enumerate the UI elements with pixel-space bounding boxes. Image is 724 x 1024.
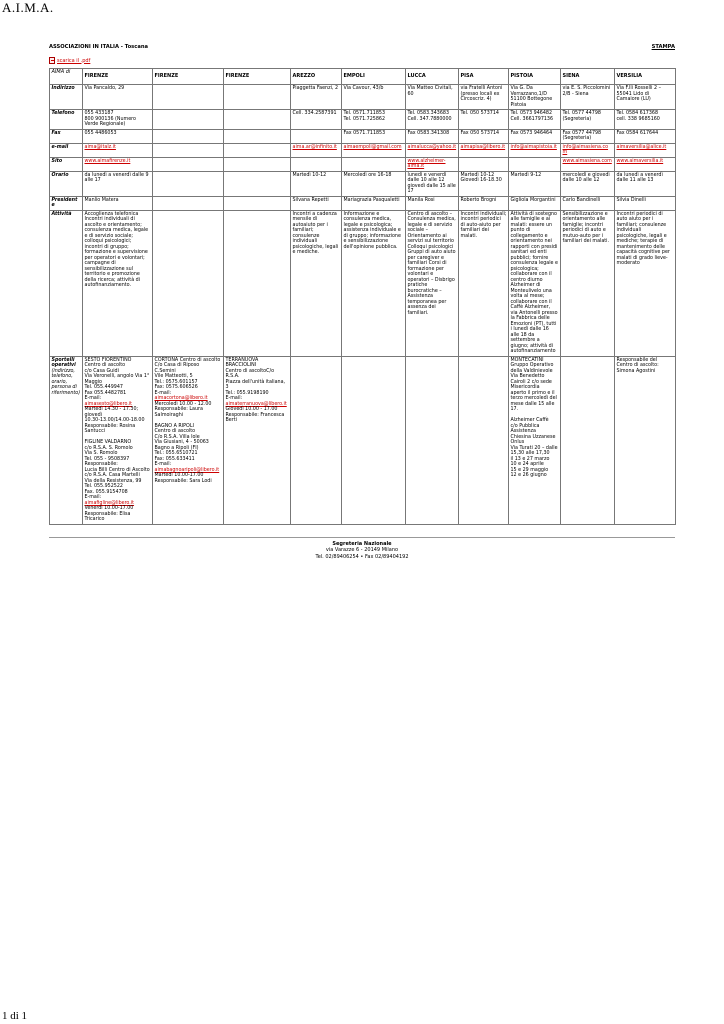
contact-link[interactable]: www.alzheimer-aima.it <box>407 158 446 169</box>
row-label: Indirizzo <box>50 85 83 110</box>
pdf-download-link[interactable]: scarica il .pdf <box>57 57 91 64</box>
cell-text: Venerdì 10.00-17.00 Responsabile: Elisa Tricarico <box>84 506 134 522</box>
document-title: A.I.M.A. <box>2 0 54 15</box>
corner-cell: AIMA di <box>50 69 83 85</box>
table-cell <box>509 157 561 171</box>
table-cell <box>615 129 676 143</box>
table-cell <box>83 210 153 356</box>
email-link[interactable]: aimacortona@libero.it <box>154 396 208 401</box>
table-cell <box>153 196 224 210</box>
table-row <box>50 129 676 143</box>
cell-text: Tel. 0583.343683 Cell. 347.7880000 <box>407 111 452 122</box>
table-cell <box>342 85 406 110</box>
table-cell <box>153 157 224 171</box>
table-cell <box>83 110 153 130</box>
contact-link[interactable]: aimapisa@libero.it <box>460 144 506 150</box>
cell-text: Tel. 0584 617368 cell. 338 9685160 <box>616 111 660 122</box>
cell-text: Fax 0584 617644 <box>616 130 659 136</box>
table-cell <box>459 110 509 130</box>
table-cell <box>406 129 459 143</box>
office-title: Segreteria Nazionale <box>332 540 392 547</box>
city-header: FIRENZE <box>224 69 291 85</box>
contact-link[interactable]: www.aimaversilia.it <box>616 158 664 164</box>
table-cell <box>224 157 291 171</box>
contact-link[interactable]: www.aimasiena.com <box>562 158 612 164</box>
email-link[interactable]: aimaterranuova@libero.it <box>225 401 287 407</box>
row-label <box>50 356 83 524</box>
table-cell <box>342 157 406 171</box>
table-cell <box>406 356 459 524</box>
cell-text: Silvana Repetti <box>292 197 329 203</box>
cell-text: Incontri individuali; incontri periodici di auto-aiuto per familiari dei malati. <box>460 211 507 239</box>
table-cell <box>342 110 406 130</box>
cell-text: Fax 0583.341308 <box>407 130 450 136</box>
cell-text: via Fratelli Antoni (presso locali ex Circoscriz. 4) <box>460 86 503 102</box>
cell-text: Martedì 14.30 - 17.30; giovedì 10.30-13.00/14.00-18.00 Responsabile: Rosina Santucci FIGLINE VALDARNO c/o R.S.A. S. Romolo Via S. Romolo Tel. 055 - 9508397 Responsabile: Lucia Billi Centro di Ascolto c/o R.S.A. Casa Martelli Via della Resistenza, 99 Tel. 055.952522 Fax. 055.9154708 E-mail: <box>84 407 150 500</box>
cell-text: Via Matteo Civitali, 60 <box>407 86 453 97</box>
city-header: FIRENZE <box>83 69 153 85</box>
print-link[interactable]: STAMPA <box>651 44 675 50</box>
table-cell <box>561 110 615 130</box>
cell-text: CORTONA Centro di ascolto C/o Casa di Riposo C.Semini Vile Matteotti, 5 Tel.: 0575.601157 Fax: 0575.606526 E-mail: <box>154 357 221 396</box>
table-cell <box>291 171 342 196</box>
table-cell <box>459 143 509 157</box>
city-header: PISA <box>459 69 509 85</box>
cell-text: Attività di sostegno alle famiglie e ai malati: essere un punto di collegamento e orientamento nei rapporti con presidi sanitari ed enti pubblici; fornire consulenza legale e psicologica; collaborare con il centro diurno Alzheimer di Monteulivelo una volta al mese; collaborare con il Caffè Alzheimer, via Antonelli presso la Fabbrica delle Emozioni (PT), tutti i lunedì dalle 16 alle 18 da settembre a giugno; attività di autofinanziamento <box>510 211 558 354</box>
contact-link[interactable]: aimaempoli@gmail.com <box>343 144 402 150</box>
cell-text: Tel. 0577 44798 (Segreteria) <box>562 111 601 122</box>
table-cell <box>459 210 509 356</box>
table-cell <box>459 157 509 171</box>
contact-link[interactable]: info@aimasiena.com <box>562 144 609 155</box>
table-cell <box>291 196 342 210</box>
table-cell <box>224 210 291 356</box>
cell-text: 055 4486053 <box>84 130 117 136</box>
table-cell <box>83 129 153 143</box>
city-header: PISTOIA <box>509 69 561 85</box>
table-cell <box>291 85 342 110</box>
contact-link[interactable]: aimalucca@yahoo.it <box>407 144 457 150</box>
table-cell <box>224 129 291 143</box>
row-label: Fax <box>50 129 83 143</box>
pdf-download[interactable] <box>49 57 675 64</box>
row-label: Sito <box>50 157 83 171</box>
table-cell <box>153 143 224 157</box>
city-header: AREZZO <box>291 69 342 85</box>
email-link[interactable]: aimabagnoaripoli@libero.it <box>154 467 220 473</box>
sportelli-sublabel: (indirizzo, telefono, orario, persona di riferimento) <box>51 368 81 396</box>
table-cell <box>459 196 509 210</box>
table-cell <box>615 210 676 356</box>
table-cell <box>509 356 561 524</box>
table-row <box>50 85 676 110</box>
cell-text: Tel. 0573 946482 Cell. 3661797136 <box>510 111 554 122</box>
table-cell <box>291 110 342 130</box>
city-header: VERSILIA <box>615 69 676 85</box>
cell-text: Via Pancaldo, 29 <box>84 86 125 91</box>
table-cell <box>509 196 561 210</box>
cell-text: Accoglienza telefonica Incontri individuali di ascolto e orientamento; consulenza medica, legale e di servizio sociale; colloqui psicologici; incontri di gruppo; formazione e supervisione per operatori e volontari; campagne di sensibilizzazione sul territorio e promozione della ricerca; attività di autofinanziamento. <box>84 211 149 288</box>
table-cell <box>342 171 406 196</box>
row-label: Telefono <box>50 110 83 130</box>
cell-text: TERRANUOVA BRACCIOLINI Centro di ascoltoC/o R.S.A. Piazza dell'unità italiana, 3 Tel.: 055.9198190 E-mail: <box>225 357 286 401</box>
table-cell <box>615 171 676 196</box>
table-cell <box>153 85 224 110</box>
table-cell <box>615 110 676 130</box>
national-office <box>49 537 675 561</box>
table-cell <box>83 157 153 171</box>
row-label: Presidente <box>50 196 83 210</box>
table-cell <box>615 157 676 171</box>
table-cell <box>615 143 676 157</box>
cell-text: Tel. 0571.711853 Tel. 0571.725862 <box>343 111 385 122</box>
cell-text: Roberto Brogni <box>460 197 497 203</box>
table-cell <box>153 110 224 130</box>
table-cell <box>459 129 509 143</box>
cell-text: Gigliola Morgantini <box>510 197 556 203</box>
table-cell <box>509 171 561 196</box>
cell-text: Silvia Dinelli <box>616 197 646 203</box>
cell-text: da lunedì a venerdì dalle 9 alle 17 <box>84 172 149 183</box>
cell-text: Manila Rosi <box>407 197 435 203</box>
cell-text: Martedì 10.00-17.00 Responsabile: Sara Lodi <box>154 473 212 484</box>
table-row <box>50 210 676 356</box>
table-cell <box>224 196 291 210</box>
sportelli-label: Sportelli operativi <box>51 357 76 368</box>
table-cell <box>509 110 561 130</box>
cell-text: Sensibilizzazione e orientamento alle famiglie; incontri periodici di auto e mutuo-auto per i familiari dei malati. <box>562 211 610 244</box>
table-cell <box>509 143 561 157</box>
cell-text: Martedì 10-12 <box>292 172 327 178</box>
table-cell <box>83 171 153 196</box>
contact-link[interactable]: www.aimafirenze.it <box>84 158 131 164</box>
table-cell <box>509 85 561 110</box>
table-cell <box>224 143 291 157</box>
table-cell <box>561 196 615 210</box>
cell-text: Piaggetta Faenzi, 2 <box>292 86 339 91</box>
cell-text: MONTECATINI Gruppo Operativo della Valdinievole Via Benedetto Cairoli 2 c/o sede Misericordia aperto il primo e il terzo mercoledì del mese dalle 15 alle 17. Alzheimer Caffè c/o Pubblica Assistenza Chiesina Uzzanese Onlus Via Turati 20 – dalle 15,30 alle 17,30 il 13 e 27 marzo 10 e 24 aprile 15 e 29 maggio 12 e 26 giugno <box>510 357 558 478</box>
cell-text: Fax 0571.711853 <box>343 130 386 136</box>
cell-text: Informazione e consulenza medica, legale e psicologica; assistenza individuale e di gruppo; informazione e sensibilizzazione dell'opinione pubblica. <box>343 211 401 250</box>
table-cell <box>291 210 342 356</box>
table-row <box>50 171 676 196</box>
contact-link[interactable]: aima.ar@infinito.it <box>292 144 337 150</box>
table-row-sportelli <box>50 356 676 524</box>
cell-text: da lunedì a venerdì dalle 11 alle 13 <box>616 172 663 183</box>
table-cell <box>83 85 153 110</box>
table-cell <box>509 129 561 143</box>
table-cell <box>561 129 615 143</box>
table-cell <box>561 157 615 171</box>
city-header: FIRENZE <box>153 69 224 85</box>
table-cell <box>224 110 291 130</box>
table-cell <box>509 210 561 356</box>
associations-table <box>49 68 676 525</box>
table-cell <box>291 129 342 143</box>
contact-link[interactable]: aima@italz.it <box>84 144 116 150</box>
office-address: via Varazze 6 - 20149 Milano <box>325 547 399 553</box>
table-cell <box>342 196 406 210</box>
table-cell <box>459 171 509 196</box>
table-cell <box>615 85 676 110</box>
table-cell <box>406 85 459 110</box>
row-label: Attività <box>50 210 83 356</box>
table-cell <box>561 85 615 110</box>
cell-text: Carlo Bandinelli <box>562 197 601 203</box>
cell-text: Via Cavour, 43/b <box>343 86 384 91</box>
contact-link[interactable]: aimaversilia@alice.it <box>616 144 667 150</box>
table-row <box>50 157 676 171</box>
pdf-file-icon <box>49 57 55 64</box>
contact-link[interactable]: info@aimapistoia.it <box>510 144 557 150</box>
cell-text: Incontri a cadenza mensile di autoaiuto per i familiari; consulenze individuali psicologiche, legali e mediche. <box>292 211 339 255</box>
table-cell <box>561 356 615 524</box>
city-header: EMPOLI <box>342 69 406 85</box>
table-cell <box>342 143 406 157</box>
table-cell <box>459 356 509 524</box>
city-header: LUCCA <box>406 69 459 85</box>
table-cell <box>83 196 153 210</box>
cell-text: lunedì e venerdì dalle 10 alle 12 giovedì dalle 15 alle 17 <box>407 172 456 194</box>
cell-text: via E. S. Piccolomini 2/B - Siena <box>562 86 611 97</box>
table-cell <box>342 356 406 524</box>
cell-text: Incontri periodici di auto aiuto per i familiari; consulenze individuali psicologiche, legali e mediche; terapie di mantenimento delle capacità cognitive per malati di grado lieve-moderato <box>616 211 670 266</box>
content-area <box>49 44 675 560</box>
cell-text: Centro di ascolto – Consulenza medica, legale e di servizio sociale – Orientamento ai servizi sul territorio Colloqui psicologici Gruppi di auto aiuto per caregiver e familiari Corsi di formazione per volontari e operatori – Disbrigo pratiche burocratiche – Assistenza temporanea per assenza dei familiari. <box>407 211 456 316</box>
table-cell <box>224 85 291 110</box>
table-cell <box>291 157 342 171</box>
table-cell <box>615 356 676 524</box>
table-cell <box>153 356 224 524</box>
table-cell <box>342 129 406 143</box>
row-label: e-mail <box>50 143 83 157</box>
cell-text: 055 433187 800 900136 (Numero Verde Regionale) <box>84 111 136 127</box>
row-label: Orario <box>50 171 83 196</box>
table-cell <box>153 210 224 356</box>
cell-text: Mariagrazia Pasqualetti <box>343 197 400 203</box>
table-header-row <box>50 69 676 85</box>
table-cell <box>153 129 224 143</box>
table-cell <box>406 196 459 210</box>
table-cell <box>153 171 224 196</box>
cell-text: Fax 0573 946464 <box>510 130 553 136</box>
cell-text: Giovedì 10.00 - 17.00 Responsabile: Francesca Berti <box>225 407 285 423</box>
cell-text: mercoledì e giovedì dalle 10 alle 12 <box>562 172 610 183</box>
table-cell <box>615 196 676 210</box>
cell-text: Fax 050 573714 <box>460 130 500 136</box>
table-cell <box>83 143 153 157</box>
table-cell <box>224 171 291 196</box>
table-cell <box>406 157 459 171</box>
cell-text: Mercoledì ore 16-18 <box>343 172 392 178</box>
top-bar <box>49 44 675 50</box>
table-row <box>50 196 676 210</box>
table-cell <box>406 143 459 157</box>
cell-text: Responsabile del Centro di ascolto: Simona Agostini <box>616 357 659 374</box>
table-cell <box>459 85 509 110</box>
cell-text: Martedì 10-12 Giovedì 16-18.30 <box>460 172 502 183</box>
page-number: 1 di 1 <box>2 1010 28 1022</box>
table-cell <box>291 143 342 157</box>
table-cell <box>224 356 291 524</box>
table-row <box>50 110 676 130</box>
table-row <box>50 143 676 157</box>
cell-text: Fax 0577 44798 (Segreteria) <box>562 130 602 141</box>
email-link[interactable]: aimafigline@libero.it <box>84 500 135 506</box>
cell-text: Mercoledì 10.00 - 12.00 Responsabile: Laura Salmoiraghi BAGNO A RIPOLI Centro di ascolto C/o R.S.A. Villa Iole Via Giusiani, 4 - 50063 Bagno a Ripoli (FI) Tel.: 055.6510721 Fax: 055.633411 E-mail: <box>154 401 212 467</box>
table-cell <box>83 356 153 524</box>
cell-text: SESTO FIORENTINO Centro di ascolto c/o Casa Guidi Via Veronelli, angolo Via 1° Maggio Tel. 055.449947 Fax 055.4482781 E-mail: <box>84 357 150 401</box>
cell-text: Manlio Matera <box>84 197 119 203</box>
table-cell <box>291 356 342 524</box>
cell-text: Cell. 334.2587391 <box>292 111 337 116</box>
cell-text: Tel. 050 573714 <box>460 111 499 116</box>
email-link[interactable]: aimasesto@libero.it <box>84 401 133 407</box>
cell-text: Via G. Da Verrazzano,1/D 51100 Bottegone Pistoia <box>510 86 553 108</box>
table-cell <box>406 110 459 130</box>
table-cell <box>342 210 406 356</box>
office-contacts: Tel. 02/89406254 • Fax 02/89404192 <box>315 553 409 560</box>
cell-text: Martedì 9-12 <box>510 172 542 178</box>
section-title: ASSOCIAZIONI IN ITALIA - Toscana <box>49 44 149 50</box>
table-cell <box>406 171 459 196</box>
city-header: SIENA <box>561 69 615 85</box>
table-cell <box>561 171 615 196</box>
table-cell <box>406 210 459 356</box>
table-cell <box>561 143 615 157</box>
cell-text: Via F.lli Rosselli 2 – 55041 Lido di Camaiore (LU) <box>616 86 662 102</box>
table-cell <box>561 210 615 356</box>
